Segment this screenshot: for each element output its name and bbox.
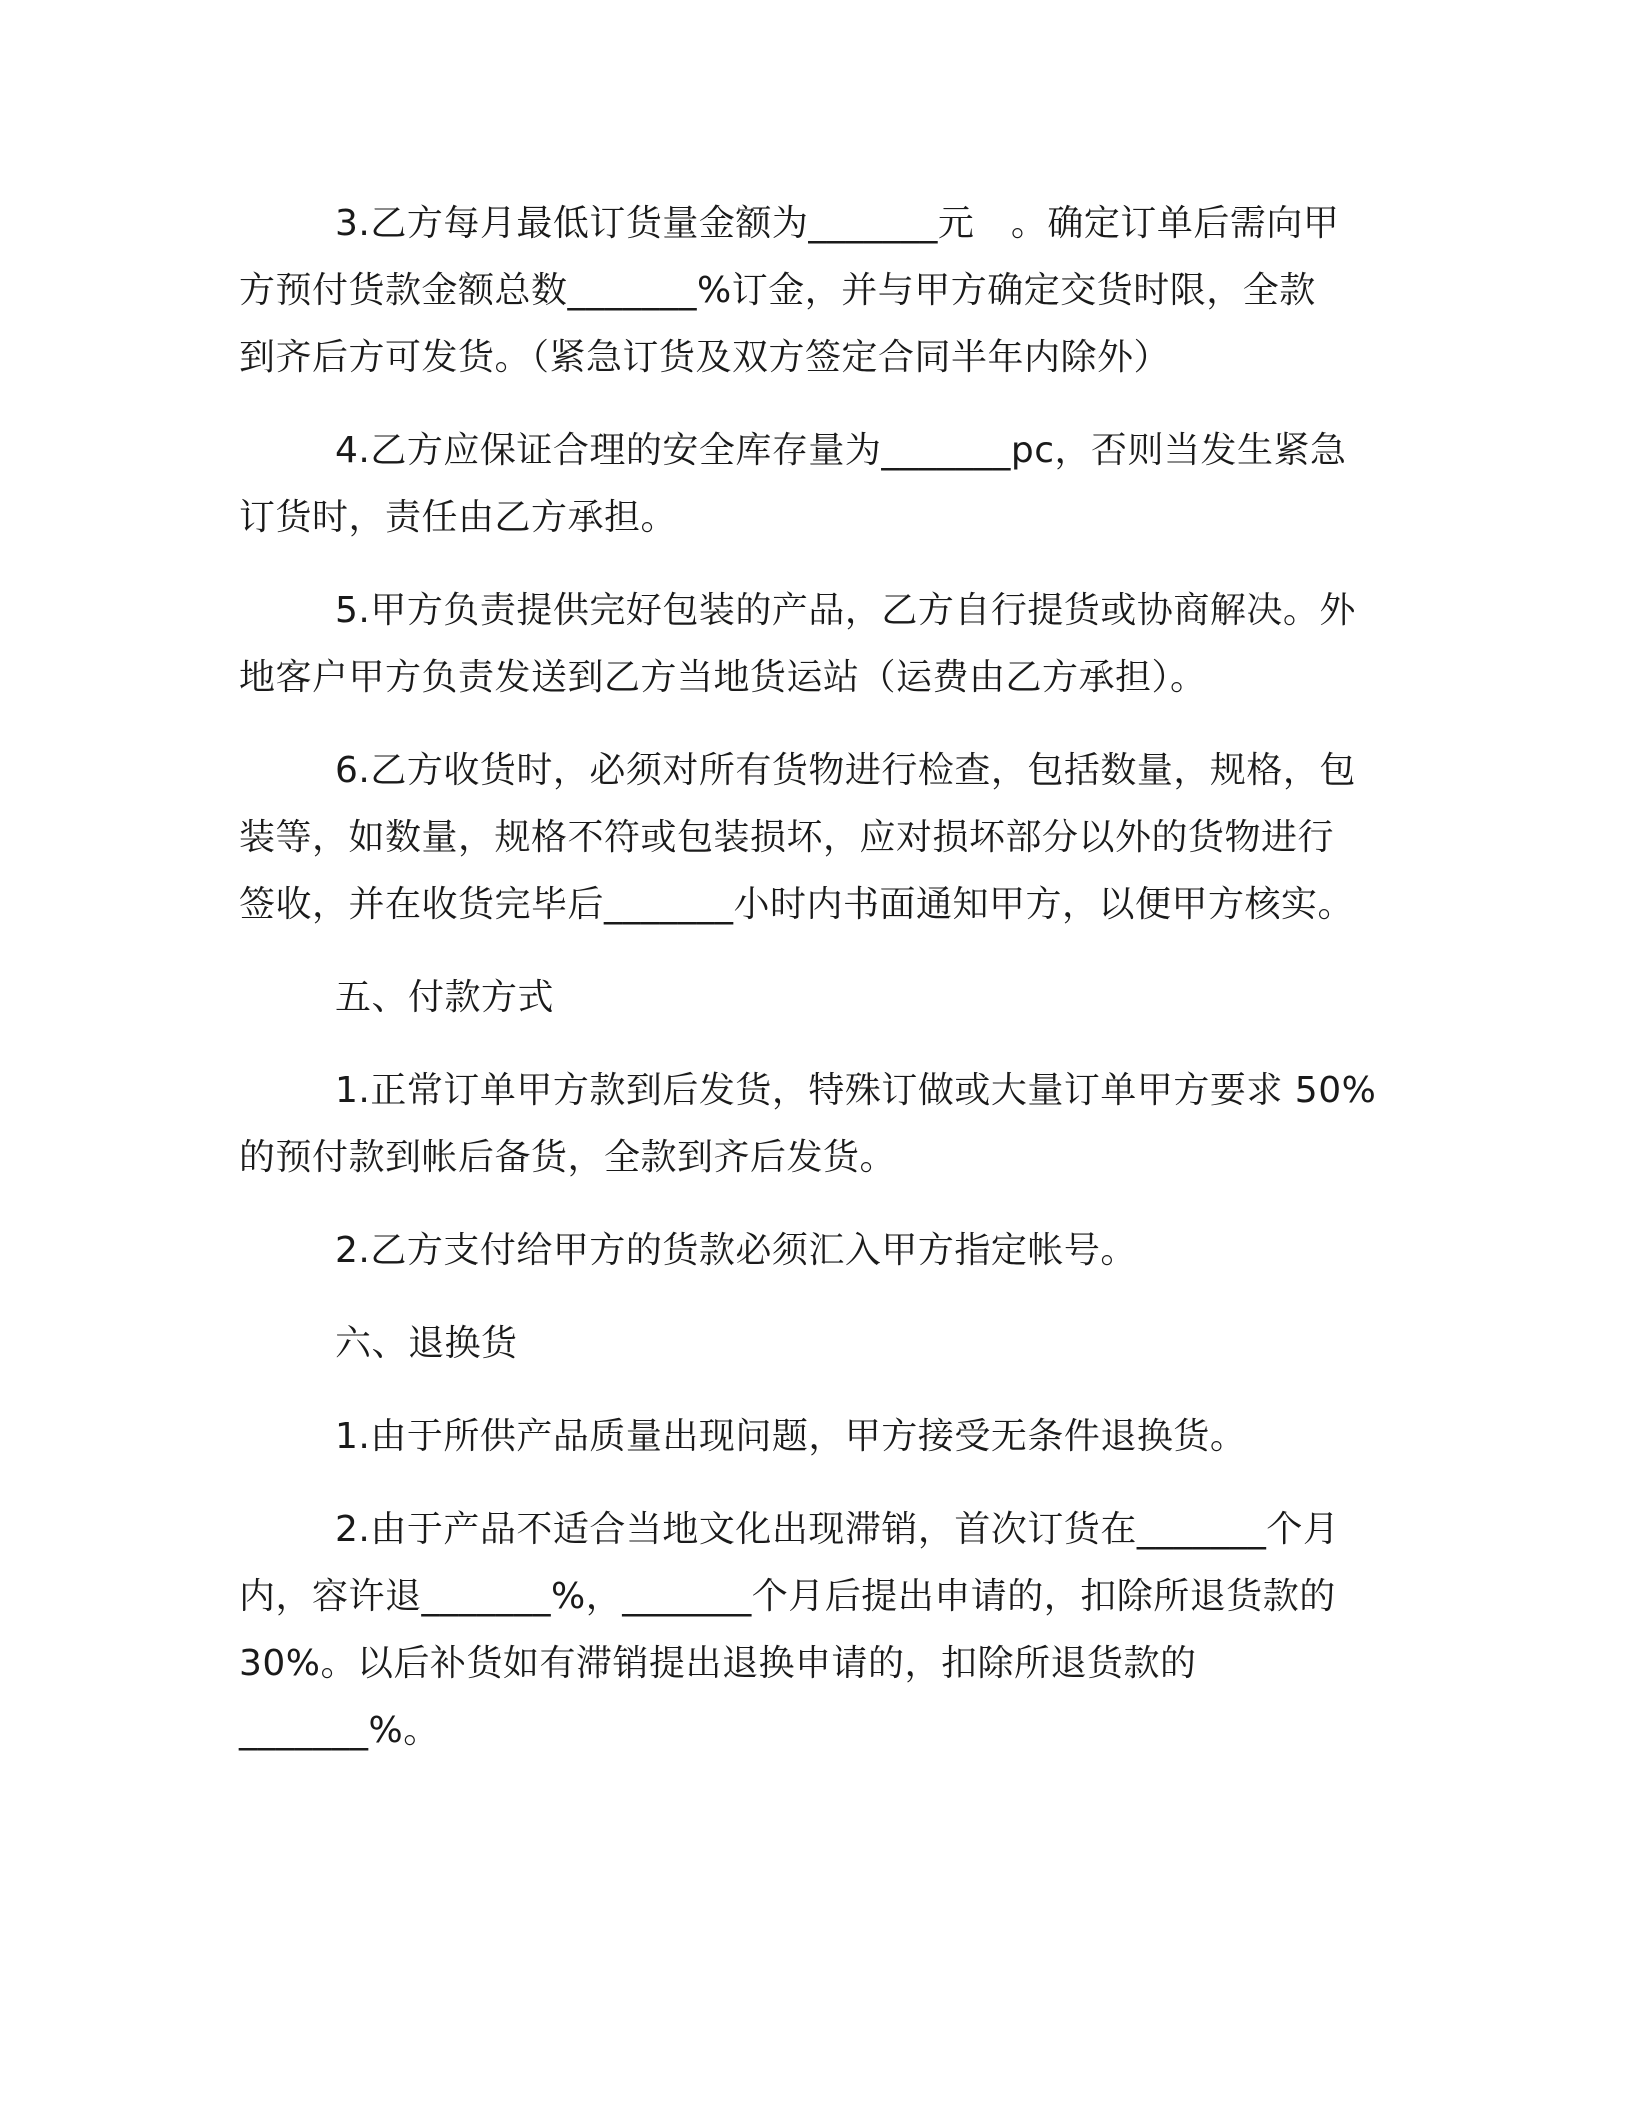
text-line: 签收，并在收货完毕后_______小时内书面通知甲方，以便甲方核实。 — [239, 884, 1355, 925]
text-line: 3.乙方每月最低订货量金额为_______元 。确定订单后需向甲 — [335, 203, 1340, 244]
text-line: 订货时，责任由乙方承担。 — [239, 497, 678, 538]
clause-6-1 — [239, 1403, 1389, 1470]
text-line: 2.乙方支付给甲方的货款必须汇入甲方指定帐号。 — [335, 1230, 1137, 1271]
text-line: 2.由于产品不适合当地文化出现滞销，首次订货在_______个月 — [335, 1509, 1340, 1550]
clause-5-1 — [239, 1057, 1389, 1191]
clause-5-2 — [239, 1217, 1389, 1284]
text-line: 装等，如数量，规格不符或包装损坏，应对损坏部分以外的货物进行 — [239, 817, 1335, 858]
document-page — [239, 190, 1389, 1790]
text-line: 5.甲方负责提供完好包装的产品，乙方自行提货或协商解决。外 — [335, 590, 1356, 631]
text-line: 1.由于所供产品质量出现问题，甲方接受无条件退换货。 — [335, 1416, 1247, 1457]
clause-6-2 — [239, 1496, 1389, 1764]
section-heading-payment: 五、付款方式 — [335, 977, 555, 1018]
text-line: 6.乙方收货时，必须对所有货物进行检查，包括数量，规格，包 — [335, 750, 1356, 791]
text-line: 到齐后方可发货。（紧急订货及双方签定合同半年内除外） — [239, 337, 1171, 378]
text-line: 地客户甲方负责发送到乙方当地货运站（运费由乙方承担）。 — [239, 657, 1207, 698]
section-heading-returns: 六、退换货 — [335, 1323, 518, 1364]
clause-4-3 — [239, 190, 1389, 391]
text-line: 1.正常订单甲方款到后发货，特殊订做或大量订单甲方要求 50% — [335, 1070, 1377, 1111]
text-line: 的预付款到帐后备货，全款到齐后发货。 — [239, 1137, 897, 1178]
clause-4-4 — [239, 417, 1389, 551]
text-line: 内，容许退_______%，_______个月后提出申请的，扣除所退货款的 — [239, 1576, 1336, 1617]
text-line: 30%。以后补货如有滞销提出退换申请的，扣除所退货款的 — [239, 1643, 1197, 1684]
text-line: 方预付货款金额总数_______%订金，并与甲方确定交货时限，全款 — [239, 270, 1316, 311]
text-line: _______%。 — [239, 1710, 440, 1751]
text-line: 4.乙方应保证合理的安全库存量为_______pc，否则当发生紧急 — [335, 430, 1347, 471]
clause-4-6 — [239, 737, 1389, 938]
clause-4-5 — [239, 577, 1389, 711]
